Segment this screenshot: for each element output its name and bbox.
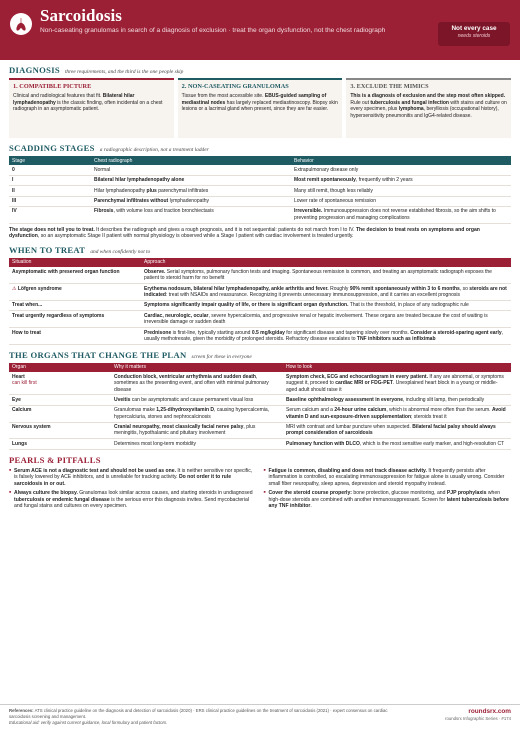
situation-cell: ⚠ Löfgren syndrome (9, 284, 141, 301)
staging-table (9, 156, 511, 224)
column-header: Chest radiograph (91, 156, 291, 165)
column-header: Approach (141, 258, 511, 267)
behavior-cell: Extrapulmonary disease only (291, 165, 511, 175)
approach-cell: Erythema nodosum, bilateral hilar lymphadenopathy, ankle arthritis and fever. Roughly 90% remit spontaneously within 3 to 6 months, so steroids are not indicated: treat with NSAIDs and reassurance. Recognizing it prevents unnecessary immunosuppression, and it carries an excellent prognosis (141, 284, 511, 301)
organ-cell (9, 422, 111, 439)
card-body: Clinical and radiological features that fit. Bilateral hilar lymphadenopathy is the classic finding, often incidental on a chest radiograph in an asymptomatic patient. (13, 93, 163, 113)
table-row (9, 405, 511, 422)
table-row (9, 186, 511, 196)
why-cell: Uveitis can be asymptomatic and cause permanent visual loss (111, 395, 283, 405)
stage-cell: I (9, 175, 91, 185)
why-cell: Cranial neuropathy, most classically facial nerve palsy, plus meningitis, hypothalamic and pituitary involvement (111, 422, 283, 439)
organs-heading: THE ORGANS THAT CHANGE THE PLAN (9, 349, 187, 360)
organ-name: Calcium (12, 407, 32, 414)
header-badge (438, 22, 510, 46)
pearl-item: ■ Serum ACE is not a diagnostic test and should not be used as one. It is neither sensitive nor specific, is falsely lowered by ACE inhibitors, and is unreliable for tracking activity. Do not order it to rule sarcoidosis in or out. (9, 468, 257, 488)
when-to-treat-section (0, 245, 520, 345)
table-row (9, 165, 511, 175)
approach-cell: Prednisone is first-line, typically starting around 0.5 mg/kg/day for significant disease and tapering slowly over months. Consider a steroid-sparing agent early, usually methotrexate, given the morbidity of prolonged steroids. Refractory disease escalates to TNF inhibitors such as infliximab (141, 328, 511, 345)
pearl-item: ■ Always culture the biopsy. Granulomas look similar across causes, and starting steroids in undiagnosed tuberculosis or endemic fungal disease is the serious error this diagnosis invites. Send mycobacterial and fungal stains and cultures on every specimen. (9, 490, 257, 510)
column-header: Why it matters (111, 363, 283, 372)
badge-title: Not every case (451, 25, 497, 32)
how-cell: Serum calcium and a 24-hour urine calcium, which is abnormal more often than the serum. Avoid vitamin D and sun-exposure-driven supplementation; steroids treat it (283, 405, 511, 422)
table-row (9, 439, 511, 449)
organ-note: can kill first (12, 380, 37, 387)
organ-cell (9, 395, 111, 405)
card-body: This is a diagnosis of exclusion and the step most often skipped. Rule out tuberculosis and fungal infection with stains and culture on every specimen, plus lymphoma, berylliosis (occupational history), hypersensitivity pneumonitis and IgG4-related disease. (350, 93, 507, 119)
table-row (9, 206, 511, 223)
behavior-cell: Most remit spontaneously, frequently within 2 years (291, 175, 511, 185)
table-row (9, 395, 511, 405)
why-cell: Conduction block, ventricular arrhythmia and sudden death, sometimes as the presenting event, and often with minimal pulmonary disease (111, 372, 283, 395)
references: References: ATS clinical practice guideline on the diagnosis and detection of sarcoidosis (2020) · ERS clinical practice guidelines on the treatment of sarcoidosis (2021) · expert consensus on cardiac sarcoidosis screening and management. (9, 708, 388, 720)
why-cell: Granulomas make 1,25-dihydroxyvitamin D, causing hypercalcemia, hypercalciuria, stones and nephrocalcinosis (111, 405, 283, 422)
organs-table (9, 363, 511, 450)
table-row (9, 175, 511, 185)
diagnosis-subheading: three requirements, and the third is the one people skip (64, 69, 184, 75)
organ-cell (9, 405, 111, 422)
behavior-cell: Irreversible. Immunosuppression does not reverse established fibrosis, so the aim shifts to preventing progression and managing complications (291, 206, 511, 223)
xray-cell: Hilar lymphadenopathy plus parenchymal infiltrates (91, 186, 291, 196)
how-cell: Pulmonary function with DLCO, which is the most sensitive early marker, and high-resolution CT (283, 439, 511, 449)
situation-cell: Treat urgently regardless of symptoms (9, 311, 141, 328)
organs-subheading: screen for these in everyone (191, 353, 252, 360)
xray-cell: Normal (91, 165, 291, 175)
table-row (9, 422, 511, 439)
approach-cell: Observe. Serial symptoms, pulmonary function tests and imaging. Spontaneous remission is common, and treating an asymptomatic radiograph exposes the patient to steroid harm for no benefit (141, 267, 511, 283)
organ-cell (9, 439, 111, 449)
organ-name: Eye (12, 396, 21, 403)
table-row (9, 328, 511, 345)
diagnosis-heading: DIAGNOSIS (9, 65, 60, 75)
situation-cell: Asymptomatic with preserved organ function (9, 267, 141, 283)
staging-heading: SCADDING STAGES (9, 143, 95, 153)
pearls-right-column (264, 468, 512, 512)
footer (0, 704, 520, 729)
disclaimer: Educational aid: verify against current guidance, local formulary and patient factors. (9, 720, 168, 726)
xray-cell: Parenchymal infiltrates without lymphadenopathy (91, 196, 291, 206)
table-row (9, 372, 511, 395)
pearl-item: ■ Fatigue is common, disabling and does not track disease activity. It frequently persists after inflammation is controlled, so escalating immunosuppression for fatigue alone is usually wrong. Consider small fiber neuropathy, sleep apnea, depression and steroid myopathy instead. (264, 468, 512, 488)
stage-cell: II (9, 186, 91, 196)
stage-cell: III (9, 196, 91, 206)
series-label: roundsrx Infographic Series · #174 (445, 716, 511, 722)
why-cell: Determines most long-term morbidity (111, 439, 283, 449)
stage-cell: 0 (9, 165, 91, 175)
approach-cell: Symptoms significantly impair quality of life, or there is significant organ dysfunction. That is the threshold, in place of any radiographic rule (141, 300, 511, 310)
staging-note: The stage does not tell you to treat. It describes the radiograph and gives a rough prognosis, and it is not sequential: patients do not march from I to IV. The decision to treat rests on symptoms and organ dysfunction, so an asymptomatic Stage II patient with normal physiology is observed while a Stage I patient with cardiac involvement is treated urgently. (9, 226, 480, 240)
diagnosis-card (346, 78, 511, 138)
staging-section (0, 143, 520, 240)
site-link[interactable]: roundsrx.com (468, 708, 511, 715)
organ-name: Lungs (12, 440, 27, 447)
column-header: Organ (9, 363, 111, 372)
situation-cell: How to treat (9, 328, 141, 345)
column-header: How to look (283, 363, 511, 372)
when-to-treat-table (9, 258, 511, 345)
organs-section (0, 350, 520, 450)
approach-cell: Cardiac, neurologic, ocular, severe hypercalcemia, and progressive renal or hepatic involvement. These organs are treated because the cost of waiting is irreversible damage or sudden death (141, 311, 511, 328)
pearls-section (0, 455, 520, 512)
xray-cell: Bilateral hilar lymphadenopathy alone (91, 175, 291, 185)
page-title: Sarcoidosis (40, 6, 122, 25)
xray-cell: Fibrosis, with volume loss and traction bronchiectasis (91, 206, 291, 223)
staging-subheading: a radiographic description, not a treatment ladder (99, 147, 209, 153)
table-row (9, 300, 511, 310)
how-cell: Symptom check, ECG and echocardiogram in every patient. If any are abnormal, or symptoms suggest it, proceed to cardiac MRI or FDG-PET. Unexplained heart block in a young or middle-aged adult should raise it (283, 372, 511, 395)
pearls-heading: PEARLS & PITFALLS (9, 454, 101, 465)
table-row (9, 196, 511, 206)
table-row (9, 311, 511, 328)
table-row (9, 284, 511, 301)
page-subtitle: Non-caseating granulomas in search of a diagnosis of exclusion · treat the organ dysfunction, not the chest radiograph (40, 26, 386, 34)
badge-subtitle: needs steroids (457, 33, 491, 40)
organ-cell (9, 372, 111, 395)
diagnosis-card (178, 78, 343, 138)
card-title: 1. COMPATIBLE PICTURE (13, 83, 92, 90)
column-header: Stage (9, 156, 91, 165)
diagnosis-section (0, 65, 520, 138)
how-cell: Baseline ophthalmology assessment in everyone, including slit lamp, then periodically (283, 395, 511, 405)
pearls-left-column (9, 468, 257, 512)
column-header: Behavior (291, 156, 511, 165)
organ-name: Nervous system (12, 424, 51, 431)
diagnosis-card (9, 78, 174, 138)
header-banner (0, 0, 520, 60)
card-title: 2. NON-CASEATING GRANULOMAS (181, 83, 289, 90)
table-row (9, 267, 511, 283)
when-heading: WHEN TO TREAT (9, 244, 86, 255)
behavior-cell: Lower rate of spontaneous remission (291, 196, 511, 206)
column-header: Situation (9, 258, 141, 267)
stage-cell: IV (9, 206, 91, 223)
organ-name: Heart (12, 373, 25, 380)
card-title: 3. EXCLUDE THE MIMICS (350, 83, 429, 90)
when-subheading: and when confidently not to (90, 248, 151, 255)
how-cell: MRI with contrast and lumbar puncture when suspected. Bilateral facial palsy should always prompt consideration of sarcoidosis (283, 422, 511, 439)
situation-cell: Treat when... (9, 300, 141, 310)
card-body: Tissue from the most accessible site. EBUS-guided sampling of mediastinal nodes has largely replaced mediastinoscopy. Biopsy skin lesions or a lacrimal gland when present, since they are far easier. (181, 93, 338, 113)
lungs-icon (10, 13, 32, 35)
behavior-cell: Many still remit, though less reliably (291, 186, 511, 196)
pearl-item: ■ Cover the steroid course properly: bone protection, glucose monitoring, and PJP prophylaxis when high-dose steroids are combined with another immunosuppressant. Screen for latent tuberculosis before any TNF inhibitor. (264, 490, 512, 510)
